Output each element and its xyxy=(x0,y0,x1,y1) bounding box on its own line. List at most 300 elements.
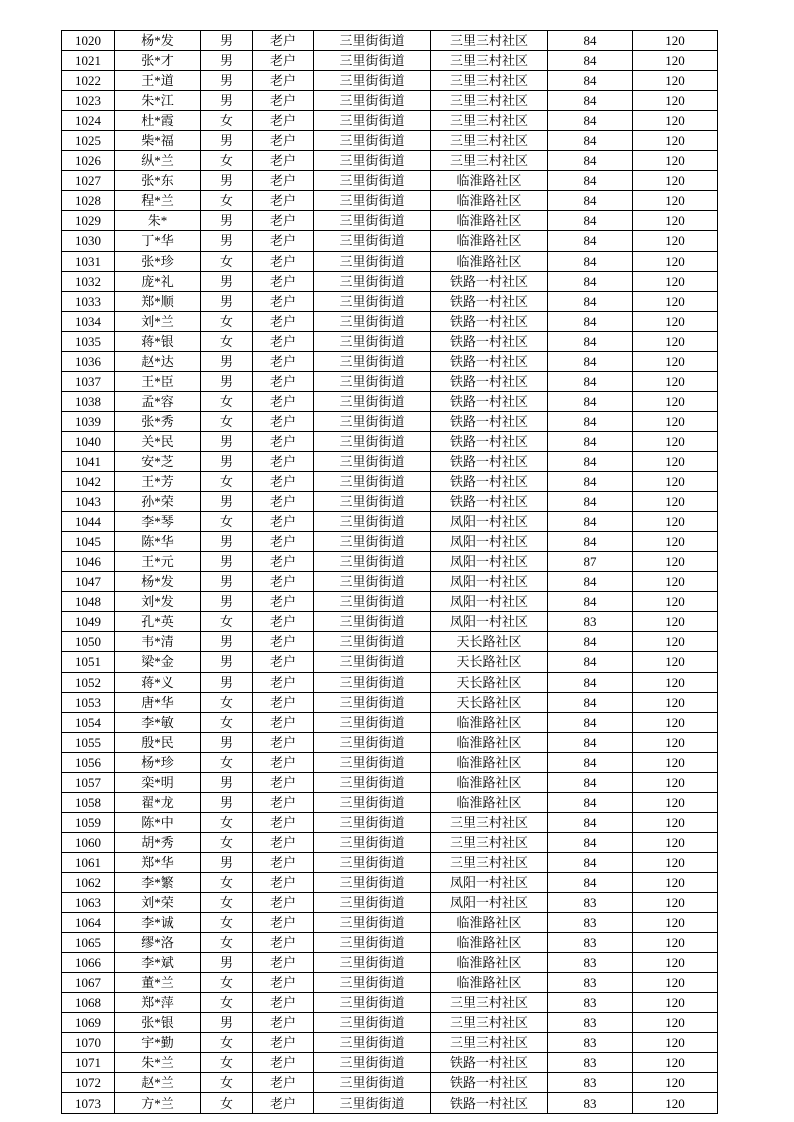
cell-street: 三里街街道 xyxy=(314,1073,431,1093)
cell-gender: 女 xyxy=(201,191,253,211)
cell-street: 三里街街道 xyxy=(314,812,431,832)
cell-gender: 女 xyxy=(201,933,253,953)
cell-name: 孟*容 xyxy=(115,391,201,411)
cell-community: 临淮路社区 xyxy=(431,191,548,211)
cell-name: 栾*明 xyxy=(115,772,201,792)
cell-gender: 女 xyxy=(201,692,253,712)
cell-gender: 男 xyxy=(201,351,253,371)
table-row xyxy=(62,211,718,231)
cell-value-2: 120 xyxy=(633,852,718,872)
cell-community: 临淮路社区 xyxy=(431,251,548,271)
table-row xyxy=(62,672,718,692)
table-row xyxy=(62,1053,718,1073)
table-row xyxy=(62,512,718,532)
cell-street: 三里街街道 xyxy=(314,411,431,431)
cell-street: 三里街街道 xyxy=(314,933,431,953)
cell-household-type: 老户 xyxy=(253,191,314,211)
cell-seq: 1069 xyxy=(62,1013,115,1033)
cell-name: 杨*发 xyxy=(115,572,201,592)
cell-household-type: 老户 xyxy=(253,652,314,672)
table-row xyxy=(62,632,718,652)
cell-household-type: 老户 xyxy=(253,331,314,351)
cell-name: 胡*秀 xyxy=(115,832,201,852)
table-row xyxy=(62,71,718,91)
cell-seq: 1039 xyxy=(62,411,115,431)
cell-street: 三里街街道 xyxy=(314,1013,431,1033)
cell-street: 三里街街道 xyxy=(314,993,431,1013)
cell-household-type: 老户 xyxy=(253,572,314,592)
cell-value-2: 120 xyxy=(633,832,718,852)
cell-household-type: 老户 xyxy=(253,772,314,792)
cell-street: 三里街街道 xyxy=(314,451,431,471)
cell-name: 李*敏 xyxy=(115,712,201,732)
table-row xyxy=(62,852,718,872)
table-row xyxy=(62,692,718,712)
cell-community: 铁路一村社区 xyxy=(431,391,548,411)
cell-seq: 1070 xyxy=(62,1033,115,1053)
table-row xyxy=(62,612,718,632)
cell-seq: 1035 xyxy=(62,331,115,351)
cell-value-1: 84 xyxy=(548,231,633,251)
cell-household-type: 老户 xyxy=(253,592,314,612)
cell-name: 李*诚 xyxy=(115,913,201,933)
cell-street: 三里街街道 xyxy=(314,512,431,532)
table-row xyxy=(62,1073,718,1093)
cell-community: 临淮路社区 xyxy=(431,171,548,191)
cell-household-type: 老户 xyxy=(253,893,314,913)
cell-seq: 1028 xyxy=(62,191,115,211)
cell-community: 铁路一村社区 xyxy=(431,1073,548,1093)
cell-community: 临淮路社区 xyxy=(431,973,548,993)
cell-seq: 1027 xyxy=(62,171,115,191)
cell-community: 三里三村社区 xyxy=(431,111,548,131)
cell-seq: 1043 xyxy=(62,492,115,512)
cell-seq: 1060 xyxy=(62,832,115,852)
cell-seq: 1053 xyxy=(62,692,115,712)
cell-seq: 1073 xyxy=(62,1093,115,1113)
cell-seq: 1024 xyxy=(62,111,115,131)
cell-name: 刘*兰 xyxy=(115,311,201,331)
cell-value-1: 84 xyxy=(548,532,633,552)
cell-gender: 男 xyxy=(201,592,253,612)
table-row xyxy=(62,91,718,111)
cell-street: 三里街街道 xyxy=(314,732,431,752)
cell-value-2: 120 xyxy=(633,752,718,772)
cell-seq: 1047 xyxy=(62,572,115,592)
cell-street: 三里街街道 xyxy=(314,91,431,111)
cell-household-type: 老户 xyxy=(253,351,314,371)
cell-street: 三里街街道 xyxy=(314,592,431,612)
cell-household-type: 老户 xyxy=(253,973,314,993)
cell-value-1: 83 xyxy=(548,993,633,1013)
table-row xyxy=(62,191,718,211)
cell-gender: 女 xyxy=(201,1073,253,1093)
cell-value-2: 120 xyxy=(633,291,718,311)
cell-name: 殷*民 xyxy=(115,732,201,752)
cell-household-type: 老户 xyxy=(253,752,314,772)
cell-seq: 1026 xyxy=(62,151,115,171)
cell-community: 凤阳一村社区 xyxy=(431,512,548,532)
cell-value-1: 84 xyxy=(548,431,633,451)
cell-community: 三里三村社区 xyxy=(431,1033,548,1053)
cell-value-2: 120 xyxy=(633,1053,718,1073)
table-row xyxy=(62,572,718,592)
cell-gender: 女 xyxy=(201,913,253,933)
cell-seq: 1068 xyxy=(62,993,115,1013)
cell-seq: 1048 xyxy=(62,592,115,612)
cell-value-1: 84 xyxy=(548,592,633,612)
table-row xyxy=(62,231,718,251)
cell-community: 铁路一村社区 xyxy=(431,291,548,311)
cell-seq: 1030 xyxy=(62,231,115,251)
cell-gender: 男 xyxy=(201,451,253,471)
cell-street: 三里街街道 xyxy=(314,51,431,71)
cell-gender: 男 xyxy=(201,431,253,451)
cell-name: 蒋*银 xyxy=(115,331,201,351)
cell-gender: 女 xyxy=(201,151,253,171)
cell-gender: 男 xyxy=(201,792,253,812)
table-row xyxy=(62,391,718,411)
cell-value-2: 120 xyxy=(633,612,718,632)
cell-name: 杨*发 xyxy=(115,31,201,51)
cell-value-1: 84 xyxy=(548,492,633,512)
cell-value-2: 120 xyxy=(633,552,718,572)
cell-value-1: 83 xyxy=(548,933,633,953)
cell-name: 方*兰 xyxy=(115,1093,201,1113)
cell-street: 三里街街道 xyxy=(314,111,431,131)
cell-name: 丁*华 xyxy=(115,231,201,251)
cell-community: 三里三村社区 xyxy=(431,1013,548,1033)
cell-seq: 1054 xyxy=(62,712,115,732)
cell-gender: 男 xyxy=(201,532,253,552)
cell-value-2: 120 xyxy=(633,371,718,391)
table-row xyxy=(62,752,718,772)
cell-community: 临淮路社区 xyxy=(431,792,548,812)
table-row xyxy=(62,51,718,71)
cell-street: 三里街街道 xyxy=(314,1053,431,1073)
cell-value-2: 120 xyxy=(633,592,718,612)
cell-seq: 1037 xyxy=(62,371,115,391)
cell-value-2: 120 xyxy=(633,933,718,953)
cell-value-2: 120 xyxy=(633,351,718,371)
cell-name: 翟*龙 xyxy=(115,792,201,812)
cell-street: 三里街街道 xyxy=(314,371,431,391)
table-row xyxy=(62,973,718,993)
cell-value-1: 83 xyxy=(548,1053,633,1073)
cell-name: 张*东 xyxy=(115,171,201,191)
cell-value-2: 120 xyxy=(633,251,718,271)
cell-gender: 男 xyxy=(201,211,253,231)
cell-community: 铁路一村社区 xyxy=(431,371,548,391)
cell-name: 庞*礼 xyxy=(115,271,201,291)
cell-street: 三里街街道 xyxy=(314,1033,431,1053)
cell-name: 朱*江 xyxy=(115,91,201,111)
cell-value-1: 84 xyxy=(548,71,633,91)
table-row xyxy=(62,832,718,852)
cell-community: 三里三村社区 xyxy=(431,852,548,872)
cell-value-2: 120 xyxy=(633,872,718,892)
cell-name: 梁*金 xyxy=(115,652,201,672)
cell-street: 三里街街道 xyxy=(314,31,431,51)
cell-name: 王*道 xyxy=(115,71,201,91)
cell-gender: 男 xyxy=(201,772,253,792)
cell-street: 三里街街道 xyxy=(314,1093,431,1113)
cell-household-type: 老户 xyxy=(253,552,314,572)
cell-seq: 1025 xyxy=(62,131,115,151)
cell-name: 朱* xyxy=(115,211,201,231)
cell-value-2: 120 xyxy=(633,732,718,752)
cell-gender: 女 xyxy=(201,1093,253,1113)
cell-street: 三里街街道 xyxy=(314,632,431,652)
cell-community: 临淮路社区 xyxy=(431,211,548,231)
cell-value-2: 120 xyxy=(633,1013,718,1033)
cell-gender: 女 xyxy=(201,712,253,732)
cell-value-2: 120 xyxy=(633,131,718,151)
cell-gender: 女 xyxy=(201,752,253,772)
cell-gender: 男 xyxy=(201,572,253,592)
table-row xyxy=(62,812,718,832)
cell-value-2: 120 xyxy=(633,692,718,712)
cell-gender: 男 xyxy=(201,552,253,572)
cell-gender: 女 xyxy=(201,391,253,411)
cell-value-1: 84 xyxy=(548,271,633,291)
cell-value-2: 120 xyxy=(633,492,718,512)
cell-street: 三里街街道 xyxy=(314,291,431,311)
cell-household-type: 老户 xyxy=(253,271,314,291)
cell-household-type: 老户 xyxy=(253,993,314,1013)
cell-name: 陈*华 xyxy=(115,532,201,552)
cell-name: 杨*珍 xyxy=(115,752,201,772)
cell-household-type: 老户 xyxy=(253,1073,314,1093)
cell-gender: 男 xyxy=(201,31,253,51)
cell-gender: 女 xyxy=(201,812,253,832)
cell-household-type: 老户 xyxy=(253,792,314,812)
cell-name: 李*繁 xyxy=(115,872,201,892)
cell-seq: 1020 xyxy=(62,31,115,51)
cell-street: 三里街街道 xyxy=(314,311,431,331)
cell-value-1: 84 xyxy=(548,512,633,532)
cell-name: 刘*发 xyxy=(115,592,201,612)
cell-value-1: 84 xyxy=(548,632,633,652)
table-row xyxy=(62,532,718,552)
cell-name: 杜*霞 xyxy=(115,111,201,131)
cell-street: 三里街街道 xyxy=(314,211,431,231)
cell-street: 三里街街道 xyxy=(314,331,431,351)
cell-value-1: 83 xyxy=(548,612,633,632)
cell-gender: 女 xyxy=(201,331,253,351)
cell-household-type: 老户 xyxy=(253,712,314,732)
table-row xyxy=(62,933,718,953)
table-row xyxy=(62,592,718,612)
table-row xyxy=(62,913,718,933)
cell-name: 郑*华 xyxy=(115,852,201,872)
cell-community: 临淮路社区 xyxy=(431,752,548,772)
cell-value-1: 83 xyxy=(548,893,633,913)
cell-name: 唐*华 xyxy=(115,692,201,712)
table-row xyxy=(62,712,718,732)
cell-value-2: 120 xyxy=(633,311,718,331)
table-row xyxy=(62,732,718,752)
cell-name: 郑*萍 xyxy=(115,993,201,1013)
cell-value-1: 84 xyxy=(548,251,633,271)
table-row xyxy=(62,1033,718,1053)
cell-community: 三里三村社区 xyxy=(431,993,548,1013)
cell-seq: 1041 xyxy=(62,451,115,471)
table-row xyxy=(62,271,718,291)
cell-value-1: 84 xyxy=(548,652,633,672)
cell-community: 三里三村社区 xyxy=(431,151,548,171)
cell-value-1: 83 xyxy=(548,1033,633,1053)
cell-community: 铁路一村社区 xyxy=(431,431,548,451)
cell-seq: 1065 xyxy=(62,933,115,953)
cell-value-2: 120 xyxy=(633,171,718,191)
cell-value-2: 120 xyxy=(633,151,718,171)
cell-value-2: 120 xyxy=(633,672,718,692)
cell-household-type: 老户 xyxy=(253,251,314,271)
cell-community: 天长路社区 xyxy=(431,692,548,712)
cell-gender: 男 xyxy=(201,231,253,251)
cell-community: 三里三村社区 xyxy=(431,812,548,832)
cell-street: 三里街街道 xyxy=(314,271,431,291)
cell-seq: 1058 xyxy=(62,792,115,812)
cell-gender: 男 xyxy=(201,171,253,191)
cell-value-1: 84 xyxy=(548,291,633,311)
cell-community: 三里三村社区 xyxy=(431,131,548,151)
cell-household-type: 老户 xyxy=(253,852,314,872)
cell-seq: 1056 xyxy=(62,752,115,772)
cell-value-1: 83 xyxy=(548,953,633,973)
cell-household-type: 老户 xyxy=(253,832,314,852)
cell-value-1: 84 xyxy=(548,191,633,211)
cell-street: 三里街街道 xyxy=(314,472,431,492)
cell-street: 三里街街道 xyxy=(314,431,431,451)
cell-seq: 1044 xyxy=(62,512,115,532)
cell-seq: 1055 xyxy=(62,732,115,752)
cell-name: 蒋*义 xyxy=(115,672,201,692)
cell-seq: 1038 xyxy=(62,391,115,411)
cell-name: 孙*荣 xyxy=(115,492,201,512)
table-row xyxy=(62,151,718,171)
cell-community: 铁路一村社区 xyxy=(431,311,548,331)
cell-community: 铁路一村社区 xyxy=(431,351,548,371)
cell-value-2: 120 xyxy=(633,71,718,91)
table-row xyxy=(62,893,718,913)
table-row xyxy=(62,251,718,271)
cell-household-type: 老户 xyxy=(253,291,314,311)
cell-value-2: 120 xyxy=(633,111,718,131)
cell-value-2: 120 xyxy=(633,512,718,532)
cell-value-1: 84 xyxy=(548,91,633,111)
cell-community: 凤阳一村社区 xyxy=(431,893,548,913)
cell-value-2: 120 xyxy=(633,973,718,993)
cell-seq: 1040 xyxy=(62,431,115,451)
cell-name: 韦*清 xyxy=(115,632,201,652)
cell-seq: 1057 xyxy=(62,772,115,792)
cell-community: 凤阳一村社区 xyxy=(431,592,548,612)
cell-seq: 1062 xyxy=(62,872,115,892)
cell-name: 张*才 xyxy=(115,51,201,71)
cell-name: 李*斌 xyxy=(115,953,201,973)
cell-value-2: 120 xyxy=(633,1033,718,1053)
cell-street: 三里街街道 xyxy=(314,772,431,792)
cell-street: 三里街街道 xyxy=(314,492,431,512)
cell-household-type: 老户 xyxy=(253,151,314,171)
table-row xyxy=(62,291,718,311)
cell-name: 刘*荣 xyxy=(115,893,201,913)
cell-community: 三里三村社区 xyxy=(431,51,548,71)
cell-seq: 1059 xyxy=(62,812,115,832)
cell-household-type: 老户 xyxy=(253,532,314,552)
cell-street: 三里街街道 xyxy=(314,652,431,672)
cell-value-1: 84 xyxy=(548,472,633,492)
cell-street: 三里街街道 xyxy=(314,552,431,572)
cell-street: 三里街街道 xyxy=(314,572,431,592)
cell-gender: 男 xyxy=(201,291,253,311)
roster-table xyxy=(61,30,718,1114)
cell-community: 凤阳一村社区 xyxy=(431,612,548,632)
cell-value-2: 120 xyxy=(633,993,718,1013)
cell-gender: 女 xyxy=(201,411,253,431)
cell-value-2: 120 xyxy=(633,411,718,431)
cell-household-type: 老户 xyxy=(253,131,314,151)
cell-seq: 1045 xyxy=(62,532,115,552)
cell-community: 临淮路社区 xyxy=(431,231,548,251)
table-row xyxy=(62,552,718,572)
cell-seq: 1049 xyxy=(62,612,115,632)
cell-street: 三里街街道 xyxy=(314,231,431,251)
cell-household-type: 老户 xyxy=(253,512,314,532)
cell-value-2: 120 xyxy=(633,772,718,792)
cell-name: 宇*勤 xyxy=(115,1033,201,1053)
cell-community: 三里三村社区 xyxy=(431,91,548,111)
table-row xyxy=(62,472,718,492)
cell-name: 张*珍 xyxy=(115,251,201,271)
cell-name: 陈*中 xyxy=(115,812,201,832)
table-row xyxy=(62,31,718,51)
cell-gender: 女 xyxy=(201,993,253,1013)
cell-gender: 男 xyxy=(201,732,253,752)
cell-gender: 男 xyxy=(201,953,253,973)
cell-community: 临淮路社区 xyxy=(431,732,548,752)
cell-household-type: 老户 xyxy=(253,492,314,512)
cell-seq: 1061 xyxy=(62,852,115,872)
cell-seq: 1033 xyxy=(62,291,115,311)
cell-value-2: 120 xyxy=(633,913,718,933)
cell-name: 关*民 xyxy=(115,431,201,451)
cell-community: 三里三村社区 xyxy=(431,832,548,852)
cell-seq: 1022 xyxy=(62,71,115,91)
cell-value-2: 120 xyxy=(633,331,718,351)
table-row xyxy=(62,311,718,331)
cell-name: 董*兰 xyxy=(115,973,201,993)
cell-street: 三里街街道 xyxy=(314,752,431,772)
cell-community: 铁路一村社区 xyxy=(431,1053,548,1073)
cell-gender: 男 xyxy=(201,632,253,652)
table-row xyxy=(62,371,718,391)
cell-community: 铁路一村社区 xyxy=(431,1093,548,1113)
cell-household-type: 老户 xyxy=(253,171,314,191)
table-row xyxy=(62,331,718,351)
table-row xyxy=(62,953,718,973)
cell-household-type: 老户 xyxy=(253,1093,314,1113)
cell-gender: 女 xyxy=(201,1033,253,1053)
cell-gender: 女 xyxy=(201,311,253,331)
cell-street: 三里街街道 xyxy=(314,712,431,732)
cell-household-type: 老户 xyxy=(253,71,314,91)
cell-value-2: 120 xyxy=(633,532,718,552)
cell-household-type: 老户 xyxy=(253,472,314,492)
cell-value-2: 120 xyxy=(633,1073,718,1093)
